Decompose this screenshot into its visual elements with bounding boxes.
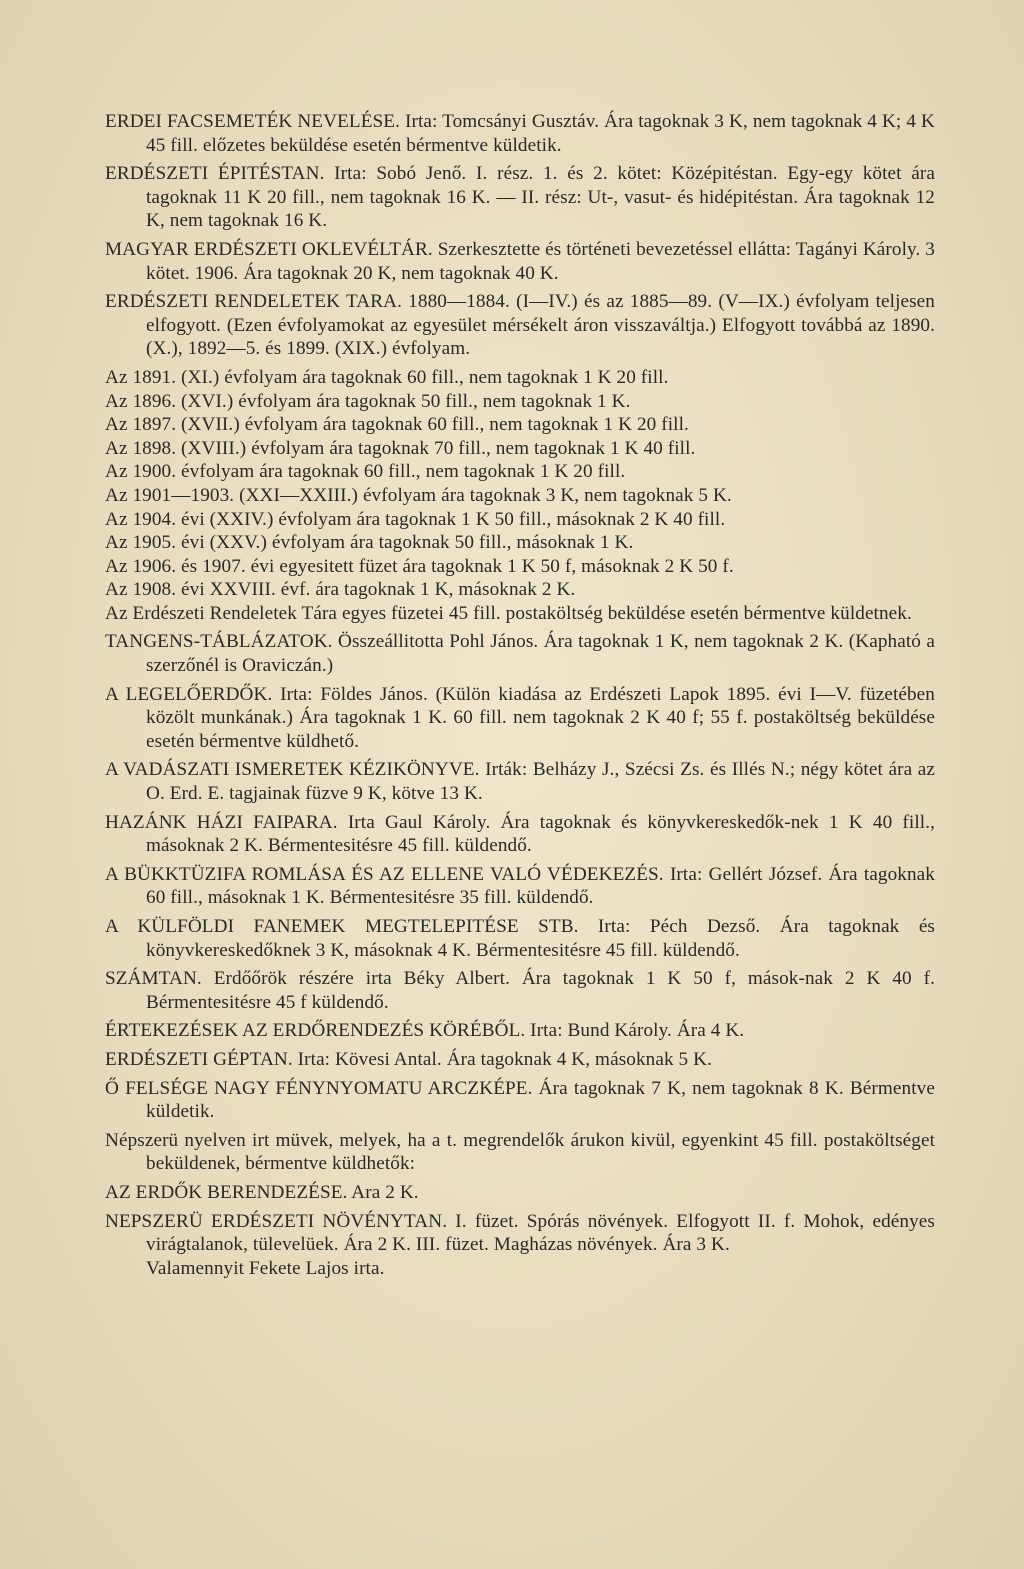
- list-entry: ERDÉSZETI RENDELETEK TARA. 1880—1884. (I—IV.) és az 1885—89. (V—IX.) évfolyam teljesen elfogyott. (Ezen évfolyamokat az egyesület mérsékelt áron visszaváltja.) Elfogyott továbbá az 1890. (X.), 1892—5. és 1899. (XIX.) évfolyam.: [105, 291, 935, 360]
- list-entry: MAGYAR ERDÉSZETI OKLEVÉLTÁR. Szerkesztette és történeti bevezetéssel ellátta: Tagányi Károly. 3 kötet. 1906. Ára tagoknak 20 K, nem tagoknak 40 K.: [105, 238, 935, 284]
- list-entry: TANGENS-TÁBLÁZATOK. Összeállitotta Pohl János. Ára tagoknak 1 K, nem tagoknak 2 K. (Kapható a szerzőnél is Oraviczán.): [105, 631, 935, 677]
- list-entry: ÉRTEKEZÉSEK AZ ERDŐRENDEZÉS KÖRÉBŐL. Irta: Bund Károly. Ára 4 K.: [105, 1020, 745, 1042]
- list-entry: A KÜLFÖLDI FANEMEK MEGTELEPITÉSE STB. Irta: Péch Dezső. Ára tagoknak és könyvkereskedőknek 3 K, másoknak 4 K. Bérmentesitésre 45 fill. küldendő.: [105, 916, 935, 961]
- volume-price-line: Az 1900. évfolyam ára tagoknak 60 fill., nem tagoknak 1 K 20 fill.: [105, 461, 626, 483]
- volume-price-line: Az 1898. (XVIII.) évfolyam ára tagoknak 70 fill., nem tagoknak 1 K 40 fill.: [105, 437, 696, 459]
- volume-price-list: [105, 366, 935, 626]
- volume-price-line: Az 1905. évi (XXV.) évfolyam ára tagoknak 50 fill., másoknak 1 K.: [105, 532, 634, 554]
- list-entry: A LEGELŐERDŐK. Irta: Földes János. (Külön kiadása az Erdészeti Lapok 1895. évi I—V. füzetében közölt munkának.) Ára tagoknak 1 K. 60 fill. nem tagoknak 2 K 40 f; 55 f. postaköltség beküldése esetén bérmentve küldhető.: [105, 683, 935, 752]
- list-entry: Ő FELSÉGE NAGY FÉNYNYOMATU ARCZKÉPE. Ára tagoknak 7 K, nem tagoknak 8 K. Bérmentve küldetik.: [105, 1077, 935, 1123]
- list-entry: ERDEI FACSEMETÉK NEVELÉSE. Irta: Tomcsányi Gusztáv. Ára tagoknak 3 K, nem tagoknak 4 K; 4 K 45 fill. előzetes beküldése esetén bérmentve küldetik.: [105, 111, 935, 156]
- list-entry: HAZÁNK HÁZI FAIPARA. Irta Gaul Károly. Ára tagoknak és könyvkereskedők-nek 1 K 40 fill., másoknak 2 K. Bérmentesitésre 45 fill. küldendő.: [105, 811, 935, 857]
- volume-price-line: Az 1891. (XI.) évfolyam ára tagoknak 60 fill., nem tagoknak 1 K 20 fill.: [105, 366, 669, 388]
- list-entry: A VADÁSZATI ISMERETEK KÉZIKÖNYVE. Irták: Belházy J., Szécsi Zs. és Illés N.; négy kötet ára az O. Erd. E. tagjainak füzve 9 K, kötve 13 K.: [105, 759, 935, 805]
- volume-price-line: Az 1896. (XVI.) évfolyam ára tagoknak 50 fill., nem tagoknak 1 K.: [105, 390, 631, 412]
- list-entry: SZÁMTAN. Erdőőrök részére irta Béky Albert. Ára tagoknak 1 K 50 f, mások-nak 2 K 40 f. Bérmentesitésre 45 f küldendő.: [105, 968, 935, 1013]
- popular-works-intro: Népszerü nyelven irt müvek, melyek, ha a t. megrendelők árukon kivül, egyenkint 45 fill. postaköltséget beküldenek, bérmentve küldhetők:: [105, 1129, 935, 1175]
- volume-price-line: Az 1908. évi XXVIII. évf. ára tagoknak 1 K, másoknak 2 K.: [105, 579, 576, 601]
- volume-price-line: Az 1897. (XVII.) évfolyam ára tagoknak 60 fill., nem tagoknak 1 K 20 fill.: [105, 414, 689, 436]
- volume-price-line: Az 1906. és 1907. évi egyesitett füzet ára tagoknak 1 K 50 f, másoknak 2 K 50 f.: [105, 555, 734, 577]
- list-entry: AZ ERDŐK BERENDEZÉSE. Ara 2 K.: [105, 1181, 419, 1203]
- volume-price-line: Az 1901—1903. (XXI—XXIII.) évfolyam ára tagoknak 3 K, nem tagoknak 5 K.: [105, 484, 732, 506]
- publication-list: [105, 110, 935, 1285]
- volume-price-line: Az 1904. évi (XXIV.) évfolyam ára tagoknak 1 K 50 fill., másoknak 2 K 40 fill.: [105, 508, 726, 530]
- volume-price-note: Az Erdészeti Rendeletek Tára egyes füzetei 45 fill. postaköltség beküldése esetén bérmentve küldetnek.: [105, 602, 912, 624]
- closing-note: Valamennyit Fekete Lajos irta.: [146, 1257, 385, 1279]
- list-entry: ERDÉSZETI GÉPTAN. Irta: Kövesi Antal. Ára tagoknak 4 K, másoknak 5 K.: [105, 1048, 712, 1070]
- list-entry: A BÜKKTÜZIFA ROMLÁSA ÉS AZ ELLENE VALÓ VÉDEKEZÉS. Irta: Gellért József. Ára tagoknak 60 fill., másoknak 1 K. Bérmentesitésre 35 fill. küldendő.: [105, 863, 935, 909]
- list-entry: ERDÉSZETI ÉPITÉSTAN. Irta: Sobó Jenő. I. rész. 1. és 2. kötet: Középitéstan. Egy-egy kötet ára tagoknak 11 K 20 fill., nem tagoknak 16 K. — II. rész: Ut-, vasut- és hidépitéstan. Ára tagoknak 12 K, nem tagoknak 16 K.: [105, 163, 935, 232]
- list-entry: NEPSZERÜ ERDÉSZETI NÖVÉNYTAN. I. füzet. Spórás növények. Elfogyott II. f. Mohok, edényes virágtalanok, tülevelüek. Ára 2 K. III. füzet. Magházas növények. Ára 3 K.: [105, 1210, 935, 1256]
